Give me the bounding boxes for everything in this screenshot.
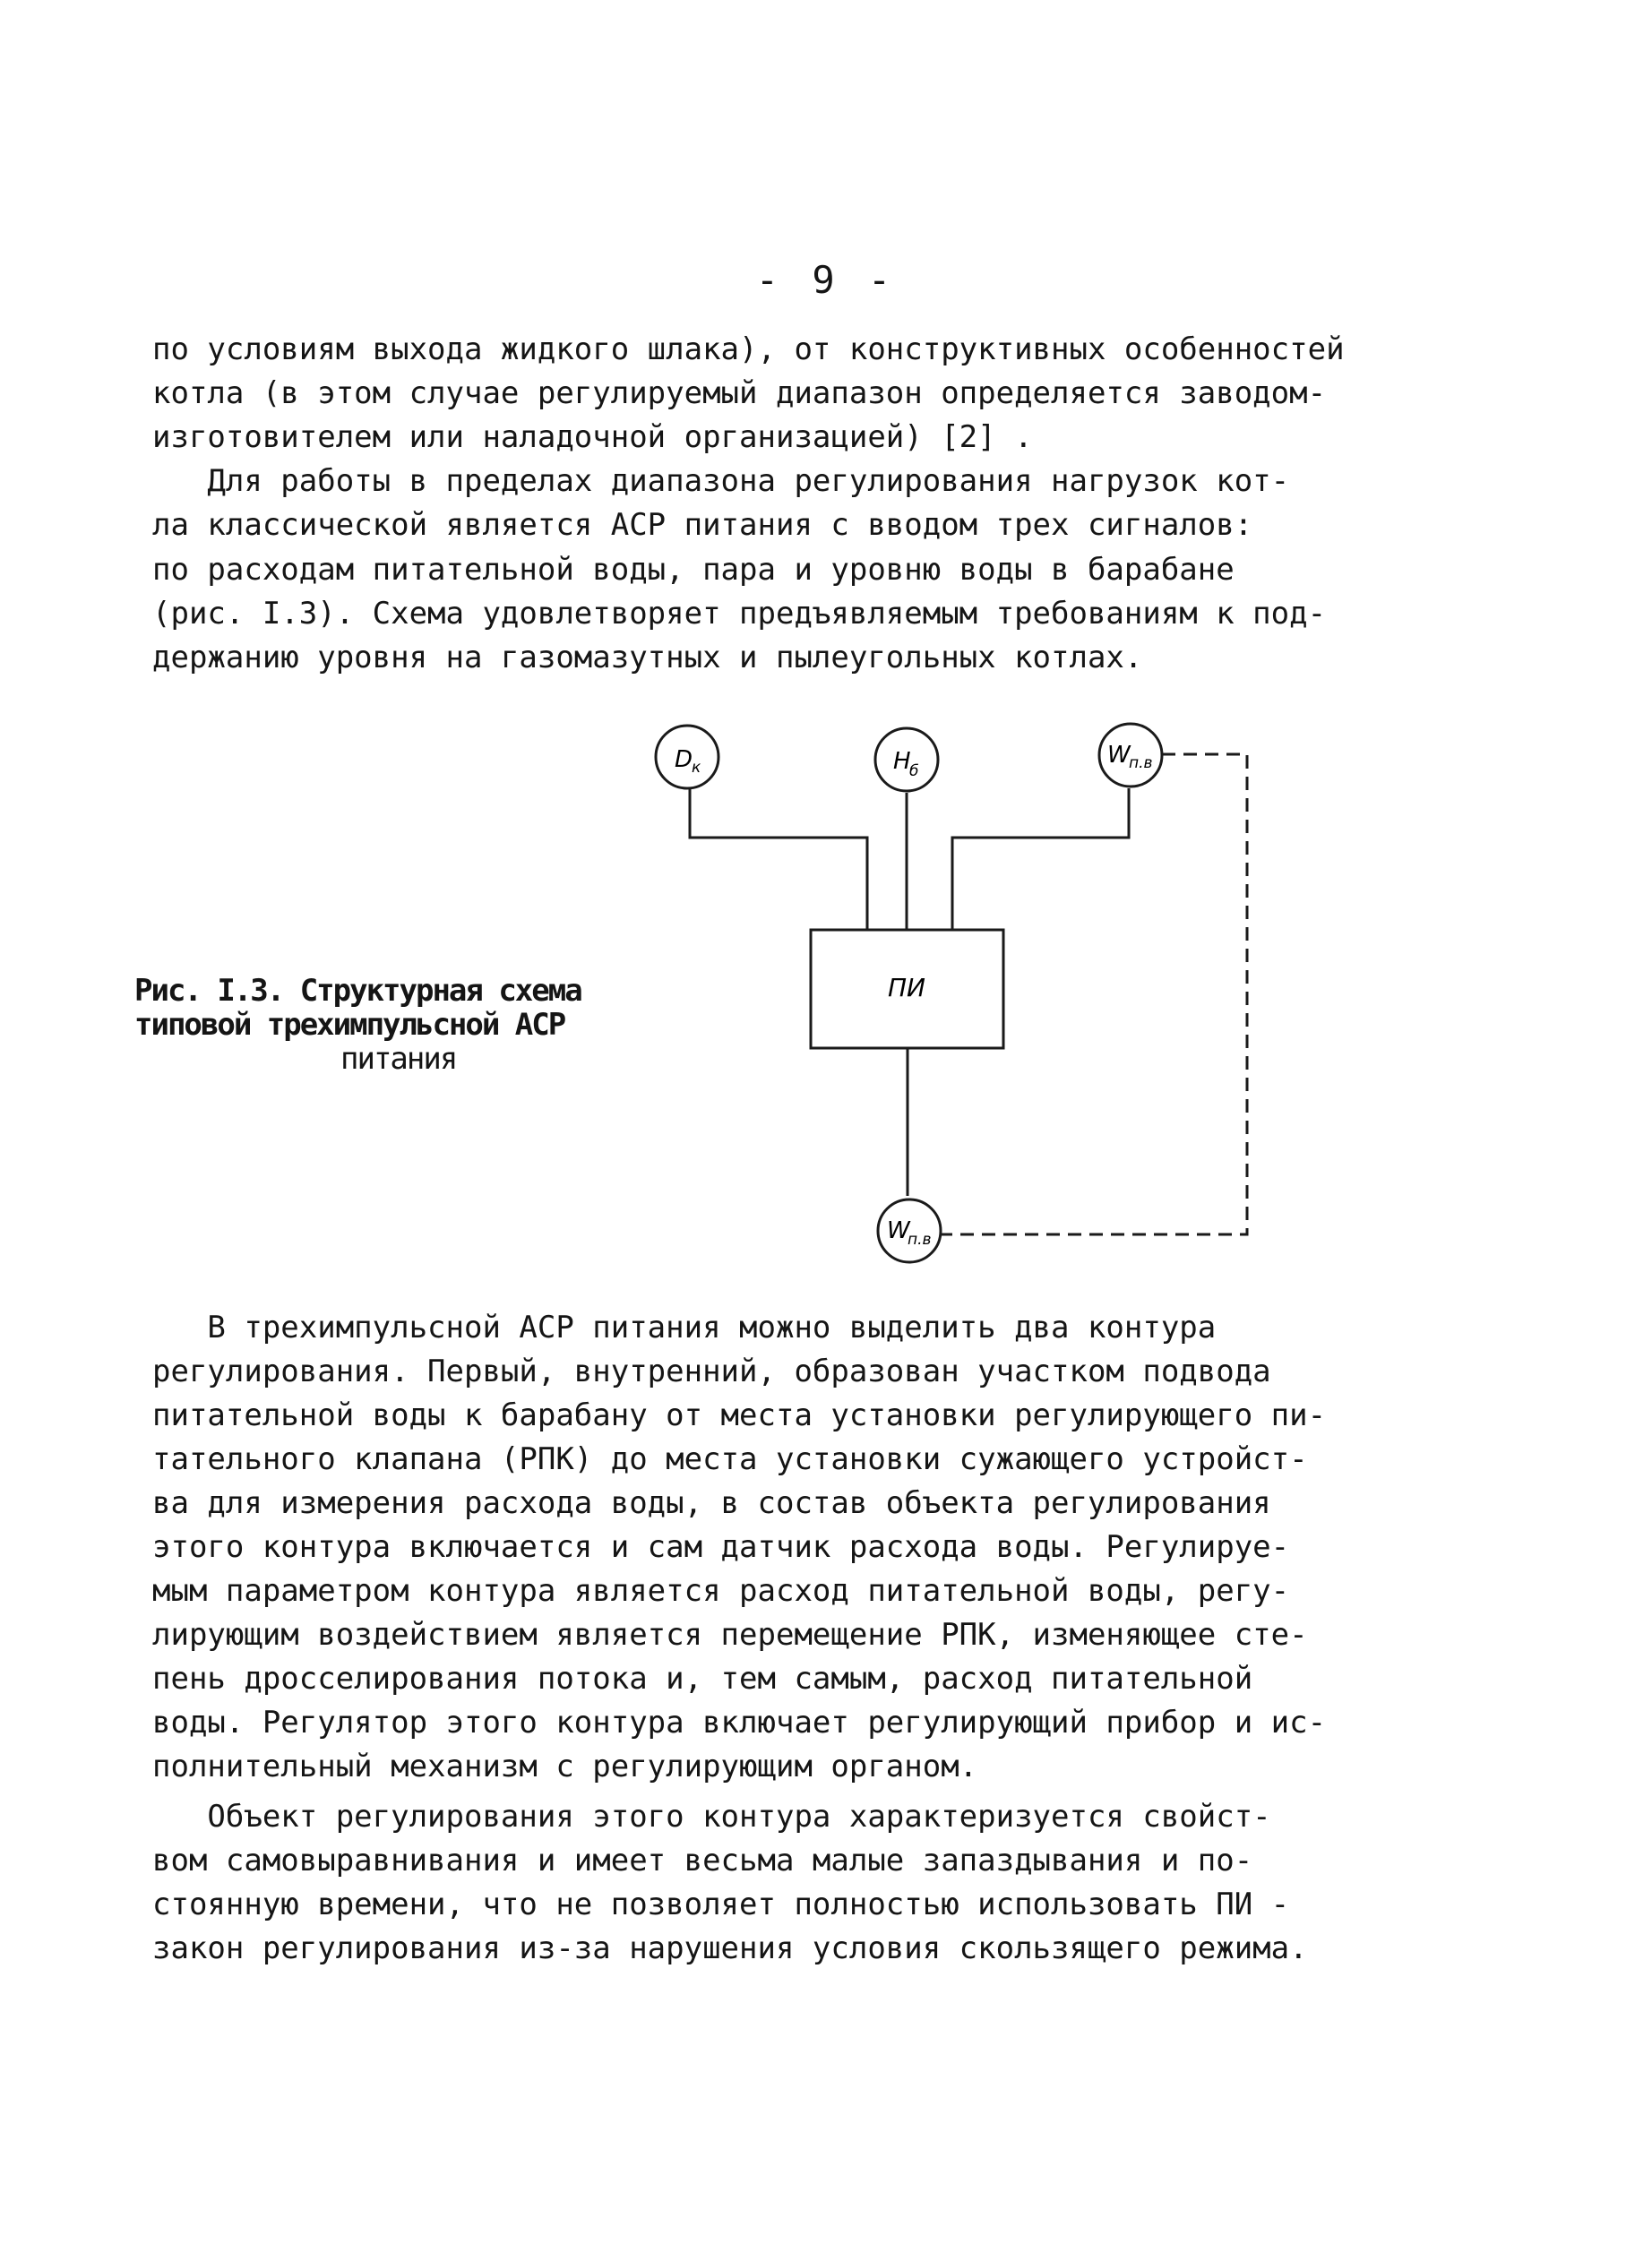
page-number: - 9 - bbox=[755, 258, 897, 302]
text-line: держанию уровня на газомазутных и пылеугольных котлах. bbox=[152, 640, 1143, 675]
text-line: воды. Регулятор этого контура включает регулирующий прибор и ис- bbox=[152, 1705, 1327, 1741]
sensor-subscript: п.в bbox=[1129, 754, 1153, 772]
caption-line: питания bbox=[340, 1041, 457, 1077]
text-line: ла классической является АСР питания с вводом трех сигналов: bbox=[152, 507, 1253, 543]
sensor-symbol: H bbox=[893, 748, 911, 775]
text-line: лирующим воздействием является перемещение РПК, изменяющее сте- bbox=[152, 1617, 1308, 1653]
text-line: стоянную времени, что не позволяет полностью использовать ПИ - bbox=[152, 1887, 1290, 1922]
sensor-symbol: W bbox=[887, 1217, 910, 1244]
text-line: регулирования. Первый, внутренний, образован участком подвода bbox=[152, 1354, 1271, 1389]
line-steam-flow bbox=[690, 788, 867, 930]
sensor-water-flow-top bbox=[1099, 724, 1162, 787]
text-line: вом самовыравнивания и имеет весьма малые запаздывания и по- bbox=[152, 1843, 1253, 1878]
text-line: тательного клапана (РПК) до места установки сужающего устройст- bbox=[152, 1441, 1308, 1477]
text-line: закон регулирования из-за нарушения условия скользящего режима. bbox=[152, 1930, 1308, 1966]
controller-label: ПИ bbox=[888, 973, 925, 1002]
text-line: Для работы в пределах диапазона регулирования нагрузок кот- bbox=[152, 463, 1290, 499]
dashed-link bbox=[941, 754, 1247, 1234]
sensor-symbol: W bbox=[1107, 742, 1131, 769]
sensor-water-flow-bottom bbox=[878, 1199, 941, 1262]
sensor-subscript: б bbox=[909, 762, 919, 780]
text-line: В трехимпульсной АСР питания можно выделить два контура bbox=[152, 1310, 1217, 1345]
text-line: ва для измерения расхода воды, в состав объекта регулирования bbox=[152, 1485, 1271, 1521]
line-water-flow-top bbox=[952, 788, 1129, 930]
sensor-subscript: п.в bbox=[908, 1231, 932, 1249]
text-line: пень дросселирования потока и, тем самым, расход питательной bbox=[152, 1661, 1253, 1697]
sensor-symbol: D bbox=[675, 746, 693, 773]
text-line: полнительный механизм с регулирующим органом. bbox=[152, 1749, 978, 1784]
text-line: питательной воды к барабану от места установки регулирующего пи- bbox=[152, 1397, 1327, 1433]
text-line: Объект регулирования этого контура характеризуется свойст- bbox=[152, 1799, 1271, 1835]
text-line: по условиям выхода жидкого шлака), от конструктивных особенностей bbox=[152, 331, 1345, 367]
text-line: этого контура включается и сам датчик расхода воды. Регулируе- bbox=[152, 1529, 1290, 1565]
text-line: по расходам питательной воды, пара и уровню воды в барабане bbox=[152, 552, 1235, 588]
sensor-subscript: к bbox=[692, 759, 701, 777]
caption-line: Рис. I.3. Структурная схема bbox=[134, 973, 581, 1009]
text-line: изготовителем или наладочной организацией) [2] . bbox=[152, 419, 1033, 455]
text-line: мым параметром контура является расход питательной воды, регу- bbox=[152, 1573, 1290, 1609]
text-line: котла (в этом случае регулируемый диапазон определяется заводом- bbox=[152, 375, 1327, 411]
text-line: (рис. I.3). Схема удовлетворяет предъявляемым требованиям к под- bbox=[152, 596, 1327, 632]
sensor-level bbox=[875, 728, 938, 791]
sensor-steam-flow bbox=[656, 726, 718, 788]
caption-line: типовой трехимпульсной АСР bbox=[134, 1007, 565, 1043]
